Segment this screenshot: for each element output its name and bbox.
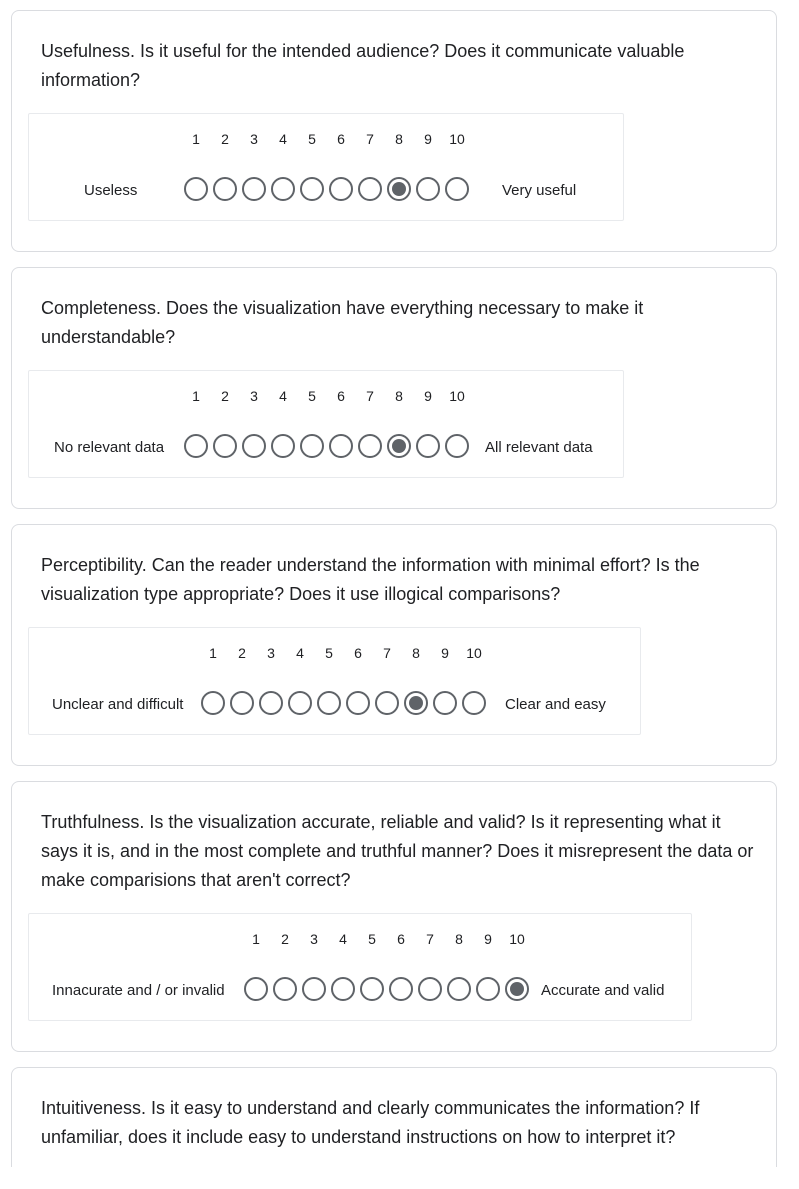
scale-radio-3[interactable] <box>242 434 266 458</box>
scale-number: 7 <box>366 388 374 404</box>
scale-radio-9[interactable] <box>433 691 457 715</box>
scale-low-label: Unclear and difficult <box>52 696 184 713</box>
question-card-intuitiveness <box>11 1067 777 1167</box>
scale-radio-2[interactable] <box>273 977 297 1001</box>
scale-radio-1[interactable] <box>184 434 208 458</box>
scale-radio-2[interactable] <box>213 177 237 201</box>
scale-number: 5 <box>368 931 376 947</box>
scale-number: 2 <box>221 131 229 147</box>
scale-radio-6[interactable] <box>329 434 353 458</box>
scale-radio-10[interactable] <box>445 434 469 458</box>
scale-number: 9 <box>441 645 449 661</box>
scale-radio-4[interactable] <box>288 691 312 715</box>
scale-low-label: Innacurate and / or invalid <box>52 982 225 999</box>
scale-number: 8 <box>412 645 420 661</box>
scale-high-label: Accurate and valid <box>541 982 665 999</box>
scale-radio-2[interactable] <box>213 434 237 458</box>
scale-number: 4 <box>279 131 287 147</box>
scale-number: 6 <box>397 931 405 947</box>
scale-number: 6 <box>337 388 345 404</box>
scale-number: 1 <box>209 645 217 661</box>
scale-radio-7[interactable] <box>418 977 442 1001</box>
scale-low-label: Useless <box>84 182 138 199</box>
scale-number: 8 <box>395 388 403 404</box>
scale-number: 7 <box>426 931 434 947</box>
scale-number: 4 <box>279 388 287 404</box>
scale-radio-1[interactable] <box>244 977 268 1001</box>
scale-radio-1[interactable] <box>201 691 225 715</box>
scale-number: 6 <box>354 645 362 661</box>
scale-radio-7[interactable] <box>375 691 399 715</box>
linear-scale <box>28 913 692 1021</box>
question-card-perceptibility <box>11 524 777 766</box>
scale-radio-7[interactable] <box>358 177 382 201</box>
scale-number: 6 <box>337 131 345 147</box>
scale-number: 2 <box>221 388 229 404</box>
scale-radio-5[interactable] <box>317 691 341 715</box>
question-card-completeness <box>11 267 777 509</box>
scale-number: 3 <box>310 931 318 947</box>
scale-number: 8 <box>455 931 463 947</box>
scale-number: 9 <box>424 388 432 404</box>
scale-radio-4[interactable] <box>271 434 295 458</box>
scale-radio-4[interactable] <box>331 977 355 1001</box>
scale-radio-5[interactable] <box>360 977 384 1001</box>
scale-number: 2 <box>238 645 246 661</box>
scale-radio-10[interactable] <box>462 691 486 715</box>
scale-radio-4[interactable] <box>271 177 295 201</box>
question-card-usefulness <box>11 10 777 252</box>
question-title: Perceptibility. Can the reader understand the information with minimal effort? Is the visualization type appropriate? Does it use illogical comparisons? <box>41 555 700 604</box>
scale-number: 10 <box>449 388 465 404</box>
scale-radio-6[interactable] <box>389 977 413 1001</box>
scale-number: 4 <box>296 645 304 661</box>
scale-number: 8 <box>395 131 403 147</box>
scale-number: 1 <box>192 131 200 147</box>
scale-number: 9 <box>484 931 492 947</box>
scale-radio-2[interactable] <box>230 691 254 715</box>
scale-high-label: All relevant data <box>485 439 593 456</box>
scale-low-label: No relevant data <box>54 439 165 456</box>
scale-radio-3[interactable] <box>242 177 266 201</box>
scale-number: 10 <box>449 131 465 147</box>
question-title: Completeness. Does the visualization have everything necessary to make it understandable? <box>41 298 644 347</box>
scale-number: 7 <box>383 645 391 661</box>
question-title: Truthfulness. Is the visualization accurate, reliable and valid? Is it representing what it says it is, and in the most complete and truthful manner? Does it misrepresent the data or make comparisions that aren't correct? <box>41 812 754 890</box>
scale-number: 5 <box>308 131 316 147</box>
scale-number: 4 <box>339 931 347 947</box>
scale-high-label: Very useful <box>502 182 577 199</box>
question-title: Intuitiveness. Is it easy to understand and clearly communicates the information? If unfamiliar, does it include easy to understand instructions on how to interpret it? <box>41 1098 700 1147</box>
scale-radio-10[interactable] <box>445 177 469 201</box>
scale-number: 3 <box>250 131 258 147</box>
scale-radio-9[interactable] <box>416 434 440 458</box>
scale-radio-9[interactable] <box>416 177 440 201</box>
scale-radio-7[interactable] <box>358 434 382 458</box>
scale-radio-6[interactable] <box>329 177 353 201</box>
scale-number: 1 <box>192 388 200 404</box>
scale-number: 3 <box>267 645 275 661</box>
scale-radio-5[interactable] <box>300 177 324 201</box>
scale-number: 5 <box>308 388 316 404</box>
scale-radio-8[interactable] <box>387 434 411 458</box>
scale-number: 2 <box>281 931 289 947</box>
linear-scale <box>28 627 641 735</box>
scale-number: 3 <box>250 388 258 404</box>
scale-radio-8[interactable] <box>404 691 428 715</box>
scale-radio-9[interactable] <box>476 977 500 1001</box>
scale-high-label: Clear and easy <box>505 696 606 713</box>
scale-radio-1[interactable] <box>184 177 208 201</box>
scale-radio-3[interactable] <box>302 977 326 1001</box>
scale-radio-10[interactable] <box>505 977 529 1001</box>
scale-number: 9 <box>424 131 432 147</box>
scale-number: 10 <box>466 645 482 661</box>
scale-number: 1 <box>252 931 260 947</box>
scale-number: 5 <box>325 645 333 661</box>
linear-scale <box>28 370 624 478</box>
scale-radio-8[interactable] <box>447 977 471 1001</box>
question-card-truthfulness <box>11 781 777 1052</box>
linear-scale <box>28 113 624 221</box>
scale-radio-8[interactable] <box>387 177 411 201</box>
scale-radio-6[interactable] <box>346 691 370 715</box>
scale-number: 10 <box>509 931 525 947</box>
scale-number: 7 <box>366 131 374 147</box>
question-title: Usefulness. Is it useful for the intended audience? Does it communicate valuable information? <box>41 41 685 90</box>
scale-radio-5[interactable] <box>300 434 324 458</box>
scale-radio-3[interactable] <box>259 691 283 715</box>
